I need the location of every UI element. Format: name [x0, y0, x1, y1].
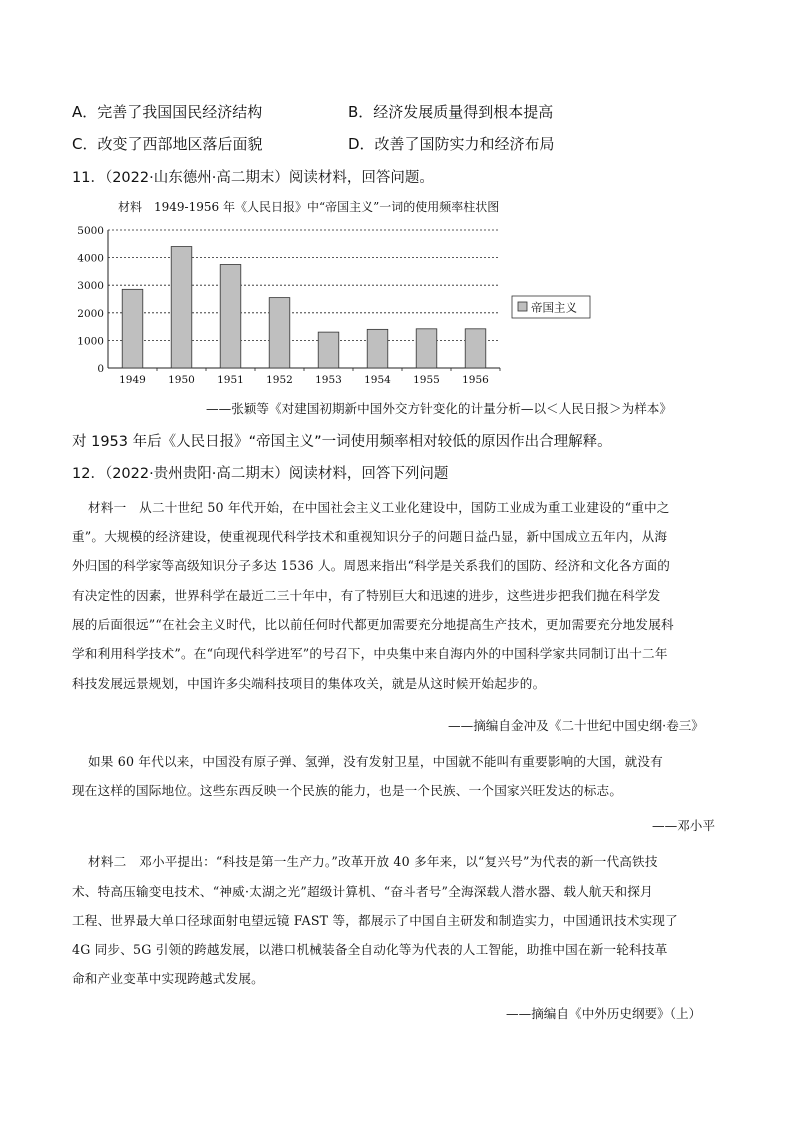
- material-line: 学和利用科学技术”。在“向现代科学进军”的号召下，中央集中来自海内外的中国科学家共同制订出十二年: [72, 646, 668, 661]
- bar: [220, 265, 241, 369]
- material-line: 材料一 从二十世纪 50 年代开始，在中国社会主义工业化建设中，国防工业成为重工业建设的“重中之: [88, 500, 670, 515]
- option-b: B．经济发展质量得到根本提高: [348, 103, 554, 121]
- x-tick-label: 1952: [266, 374, 293, 386]
- material-line: 工程、世界最大单口径球面射电望远镜 FAST 等，都展示了中国自主研发和制造实力，中国通讯技术实现了: [72, 913, 678, 928]
- material-line: 现在这样的国际地位。这些东西反映一个民族的能力，也是一个民族、一个国家兴旺发达的标志。: [72, 783, 623, 798]
- material-line: 展的后面很远”“在社会主义时代，比以前任何时代都更加需要充分地提高生产技术，更加需要充分地发展科: [72, 617, 674, 632]
- material-line: 4G 同步、5G 引领的跨越发展，以港口机械装备全自动化等为代表的人工智能，助推中国在新一轮科技革: [72, 942, 668, 957]
- material-two-source: ——摘编自《中外历史纲要》（上）: [506, 1006, 702, 1021]
- bar: [171, 247, 192, 368]
- deng-source: ——邓小平: [652, 818, 715, 833]
- question-11-prompt: 对 1953 年后《人民日报》“帝国主义”一词使用频率相对较低的原因作出合理解释。: [72, 434, 612, 450]
- x-tick-label: 1955: [413, 374, 440, 386]
- x-tick-label: 1954: [364, 374, 391, 386]
- material-line: 科技发展远景规划，中国许多尖端科技项目的集体攻关，就是从这时候开始起步的。: [72, 676, 546, 691]
- option-c: C．改变了西部地区落后面貌: [72, 135, 263, 153]
- question-12-stem: 12．（2022·贵州贵阳·高二期末）阅读材料，回答下列问题: [72, 466, 449, 482]
- material-line: 有决定性的因素，世界科学在最近二三十年中，有了特别巨大和迅速的进步，这些进步把我们抛在科学发: [72, 588, 661, 603]
- y-tick-label: 2000: [77, 307, 104, 320]
- x-tick-label: 1950: [168, 374, 195, 386]
- material-line: 材料二 邓小平提出：“科技是第一生产力。”改革开放 40 多年来，以“复兴号”为代表的新一代高铁技: [88, 854, 658, 869]
- bar: [269, 298, 290, 368]
- material-line: 命和产业变革中实现跨越式发展。: [72, 971, 264, 986]
- chart-caption: 材料 1949-1956 年《人民日报》中“帝国主义”一词的使用频率柱状图: [118, 200, 500, 214]
- material-line: 术、特高压输变电技术、“神威·太湖之光”超级计算机、“奋斗者号”全海深载人潜水器、载人航天和探月: [72, 884, 653, 899]
- legend-label: 帝国主义: [531, 300, 577, 315]
- material-line: 重”。大规模的经济建设，使重视现代科学技术和重视知识分子的问题日益凸显，新中国成立五年内，从海: [72, 529, 668, 544]
- x-tick-label: 1956: [462, 374, 489, 386]
- x-tick-label: 1951: [217, 374, 244, 386]
- y-tick-label: 5000: [77, 225, 104, 237]
- bar: [122, 289, 143, 368]
- y-tick-label: 1000: [77, 335, 104, 348]
- y-tick-label: 4000: [77, 252, 104, 265]
- option-a: A．完善了我国国民经济结构: [72, 103, 263, 121]
- bar: [465, 329, 486, 368]
- bar: [367, 329, 388, 368]
- x-tick-label: 1953: [315, 374, 342, 386]
- option-d: D．改善了国防实力和经济布局: [348, 135, 555, 153]
- bar: [416, 329, 437, 368]
- bar: [318, 332, 339, 368]
- y-tick-label: 3000: [77, 280, 104, 293]
- material-one-source: ——摘编自金冲及《二十世纪中国史纲·卷三》: [448, 718, 704, 733]
- question-11-stem: 11．（2022·山东德州·高二期末）阅读材料，回答问题。: [72, 170, 434, 186]
- legend-swatch: [518, 302, 527, 311]
- material-line: 如果 60 年代以来，中国没有原子弹、氢弹，没有发射卫星，中国就不能叫有重要影响的大国，就没有: [88, 754, 663, 769]
- x-tick-label: 1949: [119, 374, 146, 386]
- chart-source: ——张颖等《对建国初期新中国外交方针变化的计量分析—以＜人民日报＞为样本》: [206, 401, 672, 416]
- material-line: 外归国的科学家等高级知识分子多达 1536 人。周恩来指出“科学是关系我们的国防、经济和文化各方面的: [72, 558, 671, 573]
- y-tick-label: 0: [97, 363, 104, 375]
- bar-chart: [77, 218, 620, 390]
